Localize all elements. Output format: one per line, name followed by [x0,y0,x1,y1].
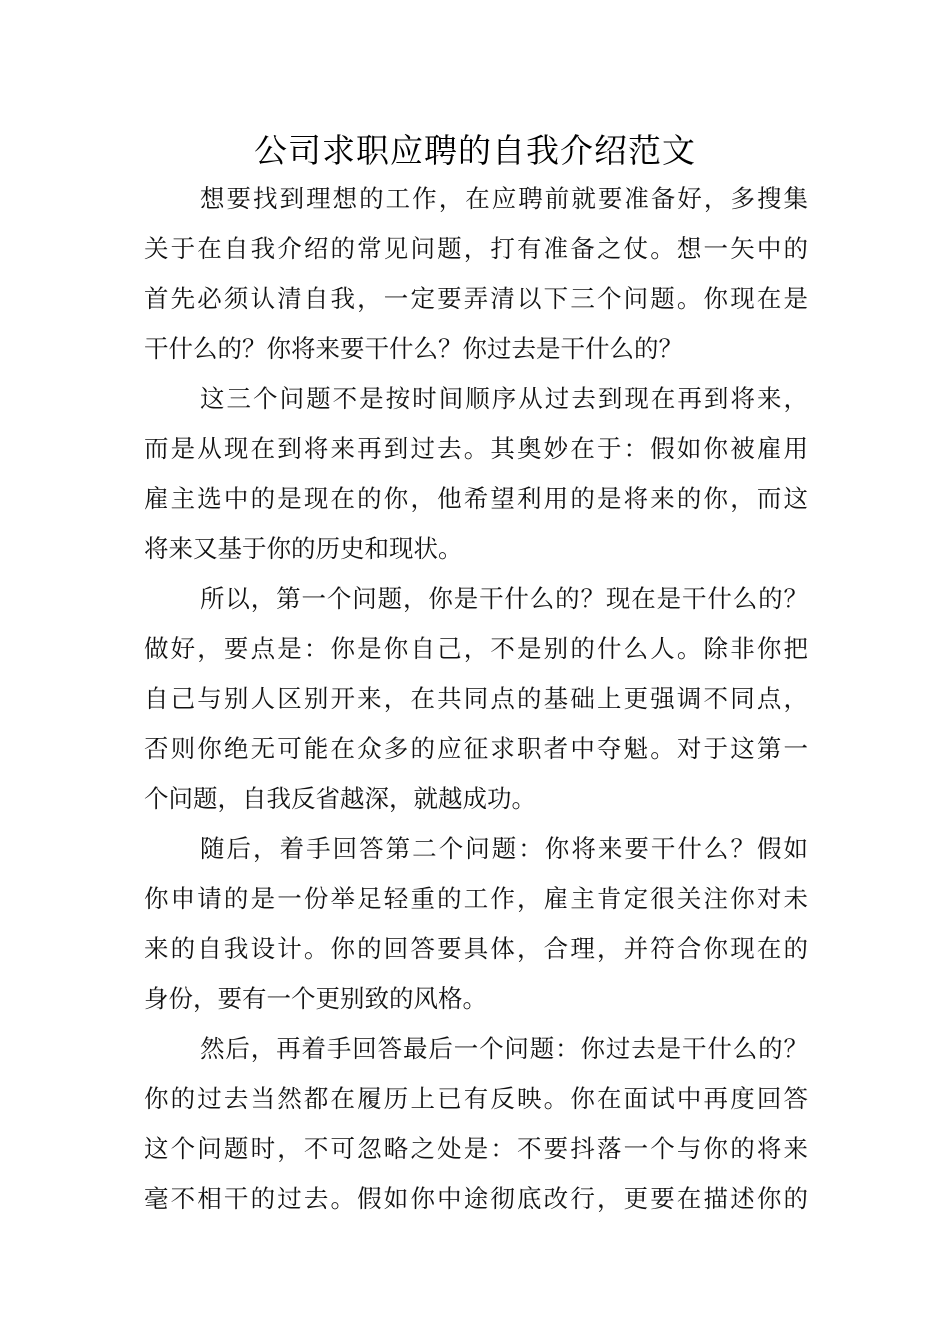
document-body [144,174,808,1224]
document-title: 公司求职应聘的自我介绍范文 [254,131,696,170]
text-line: 来的自我设计。你的回答要具体，合理，并符合你现在的 [144,934,808,963]
text-line: 首先必须认清自我，一定要弄清以下三个问题。你现在是 [144,284,808,313]
text-line: 雇主选中的是现在的你，他希望利用的是将来的你，而这 [144,484,808,513]
text-line: 将来又基于你的历史和现状。 [144,534,463,563]
text-line: 自己与别人区别开来，在共同点的基础上更强调不同点， [144,684,808,713]
text-line: 想要找到理想的工作，在应聘前就要准备好，多搜集 [200,184,808,213]
text-line: 关于在自我介绍的常见问题，打有准备之仗。想一矢中的 [144,234,808,263]
text-line: 这三个问题不是按时间顺序从过去到现在再到将来， [200,384,808,413]
text-line: 个问题，自我反省越深，就越成功。 [144,784,536,813]
text-line: 身份，要有一个更别致的风格。 [144,984,487,1013]
text-line: 你的过去当然都在履历上已有反映。你在面试中再度回答 [144,1084,808,1113]
text-line: 否则你绝无可能在众多的应征求职者中夺魁。对于这第一 [144,734,808,763]
text-line: 毫不相干的过去。假如你中途彻底改行，更要在描述你的 [144,1184,808,1213]
text-line: 随后，着手回答第二个问题：你将来要干什么？假如 [200,834,808,863]
text-line: 而是从现在到将来再到过去。其奥妙在于：假如你被雇用 [144,434,808,463]
text-line: 所以，第一个问题，你是干什么的？现在是干什么的？ [200,584,808,613]
text-line: 这个问题时，不可忽略之处是：不要抖落一个与你的将来 [144,1134,808,1163]
text-line: 然后，再着手回答最后一个问题：你过去是干什么的？ [200,1034,808,1063]
text-line: 做好，要点是：你是你自己，不是别的什么人。除非你把 [144,634,808,663]
text-line: 干什么的？你将来要干什么？你过去是干什么的？ [144,334,683,363]
text-line: 你申请的是一份举足轻重的工作，雇主肯定很关注你对未 [144,884,808,913]
